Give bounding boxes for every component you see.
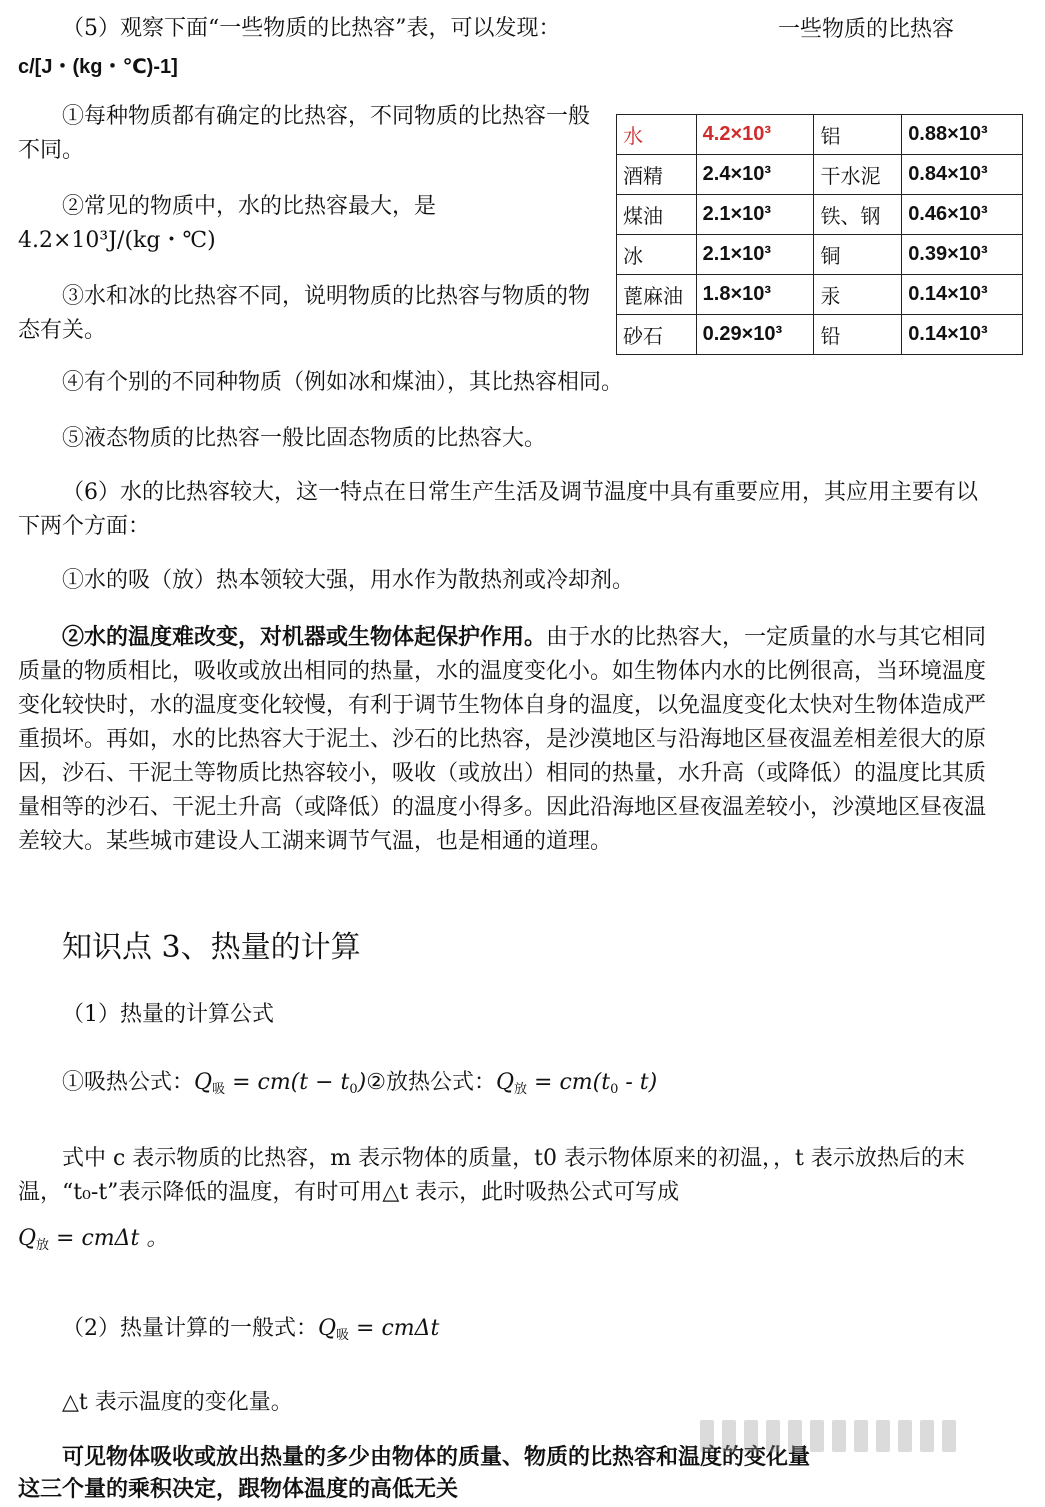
- section5-intro: （5）观察下面“一些物质的比热容”表，可以发现：: [62, 16, 561, 41]
- release-rhs: = cm(t: [527, 1070, 611, 1095]
- value-cell: 0.84×10³: [902, 155, 1023, 195]
- section6-point-2-body: 由于水的比热容大，一定质量的水与其它相同质量的物质相比，吸收或放出相同的热量，水的温度变化小。如生物体内水的比例很高，当环境温度变化较快时，水的温度变化较慢，有利于调节生物体自身的温度，以免温度变化太快对生物体造成严重损坏。再如，水的比热容大于泥土、沙石的比热容，是沙漠地区与沿海地区昼夜温差相差很大的原因，沙石、干泥土等物质比热容较小，吸收（或放出）相同的热量，水升高（或降低）的温度比其质量相等的沙石、干泥土升高（或降低）的温度小得多。因此沿海地区昼夜温差较小，沙漠地区昼夜温差较大。某些城市建设人工湖来调节气温，也是相通的道理。: [18, 625, 987, 854]
- release-label: ②放热公式：: [366, 1070, 496, 1095]
- table-row: [617, 315, 1023, 355]
- explain-sub: 放: [36, 1238, 50, 1253]
- conclusion-line-2: 这三个量的乘积决定，跟物体温度的高低无关: [18, 1476, 459, 1502]
- watermark-logo: [700, 1414, 1030, 1458]
- formula-explanation: 式中 c 表示物质的比热容，m 表示物体的质量，t0 表示物体原来的初温，，t 表示放热后的末温，“t₀-t”表示降低的温度，有时可用△t 表示，此时吸热公式可写成: [18, 1146, 965, 1205]
- conclusion-line-1: 可见物体吸收或放出热量的多少由物体的质量、物质的比热容和温度的变化量: [62, 1444, 811, 1470]
- absorb-formula: [194, 1070, 366, 1095]
- sub2-rhs: = cmΔt: [349, 1316, 440, 1341]
- value-cell: 1.8×10³: [696, 275, 814, 315]
- value-cell: 0.88×10³: [902, 115, 1023, 155]
- section6-intro: （6）水的比热容较大，这一特点在日常生产生活及调节温度中具有重要应用，其应用主要有以下两个方面：: [18, 480, 979, 539]
- value-cell: 0.14×10³: [902, 315, 1023, 355]
- absorb-rhs: = cm(t − t: [225, 1070, 350, 1095]
- sub2-q: Q: [318, 1316, 337, 1341]
- specific-heat-table: [616, 114, 1023, 355]
- explanation-formula: [18, 1222, 998, 1263]
- explain-q: Q: [18, 1226, 37, 1251]
- table-row: [617, 275, 1023, 315]
- table-row: [617, 115, 1023, 155]
- point-1: ①每种物质都有确定的比热容，不同物质的比热容一般不同。: [18, 104, 591, 163]
- value-cell: 2.1×10³: [696, 235, 814, 275]
- heat-formulas: [62, 1066, 1042, 1107]
- absorb-sub: 吸: [212, 1082, 226, 1097]
- sub2-label: （2）热量计算的一般式：: [62, 1316, 318, 1341]
- release-end: - t): [618, 1070, 658, 1095]
- section6-point-1: ①水的吸（放）热本领较大强，用水作为散热剂或冷却剂。: [62, 568, 635, 593]
- kp3-subheading-2: [62, 1312, 1042, 1353]
- release-formula: [496, 1070, 657, 1095]
- explain-rhs: = cmΔt 。: [49, 1226, 169, 1251]
- substance-cell: 蓖麻油: [617, 275, 697, 315]
- point-2: ②常见的物质中，水的比热容最大，是 4.2×10³J/(kg・℃): [18, 194, 437, 253]
- absorb-q: Q: [194, 1070, 213, 1095]
- absorb-end: ): [357, 1070, 367, 1095]
- point-5: ⑤液态物质的比热容一般比固态物质的比热容大。: [62, 426, 547, 451]
- substance-cell: 铁、钢: [814, 195, 902, 235]
- substance-cell: 水: [617, 115, 697, 155]
- substance-cell: 汞: [814, 275, 902, 315]
- point-4: ④有个别的不同种物质（例如冰和煤油），其比热容相同。: [62, 370, 624, 395]
- substance-cell: 砂石: [617, 315, 697, 355]
- absorb-zero: 0: [349, 1082, 358, 1097]
- value-cell: 0.29×10³: [696, 315, 814, 355]
- section6-point-2-lead: ②水的温度难改变，对机器或生物体起保护作用。: [62, 624, 547, 650]
- substance-cell: 酒精: [617, 155, 697, 195]
- table-unit: c/[J・(kg・℃)-1]: [18, 56, 178, 78]
- release-q: Q: [495, 1070, 515, 1095]
- table-row: [617, 155, 1023, 195]
- point-3: ③水和冰的比热容不同，说明物质的比热容与物质的物态有关。: [18, 284, 591, 343]
- table-row: [617, 235, 1023, 275]
- value-cell: 2.1×10³: [696, 195, 814, 235]
- value-cell: 2.4×10³: [696, 155, 814, 195]
- section6-point-2: [18, 620, 998, 859]
- delta-note: △t 表示温度的变化量。: [62, 1390, 293, 1415]
- substance-cell: 冰: [617, 235, 697, 275]
- kp3-subheading-1: （1）热量的计算公式: [62, 1002, 274, 1027]
- release-sub: 放: [514, 1082, 528, 1097]
- table-row: [617, 195, 1023, 235]
- substance-cell: 煤油: [617, 195, 697, 235]
- table-title: 一些物质的比热容: [778, 17, 955, 42]
- value-cell: 4.2×10³: [696, 115, 814, 155]
- substance-cell: 铝: [814, 115, 902, 155]
- value-cell: 0.14×10³: [902, 275, 1023, 315]
- absorb-label: ①吸热公式：: [62, 1070, 195, 1095]
- substance-cell: 铅: [814, 315, 902, 355]
- value-cell: 0.39×10³: [902, 235, 1023, 275]
- release-zero: 0: [610, 1082, 619, 1097]
- value-cell: 0.46×10³: [902, 195, 1023, 235]
- knowledge-point-heading: 知识点 3、热量的计算: [62, 930, 361, 965]
- substance-cell: 铜: [814, 235, 902, 275]
- substance-cell: 干水泥: [814, 155, 902, 195]
- sub2-sub: 吸: [336, 1328, 350, 1343]
